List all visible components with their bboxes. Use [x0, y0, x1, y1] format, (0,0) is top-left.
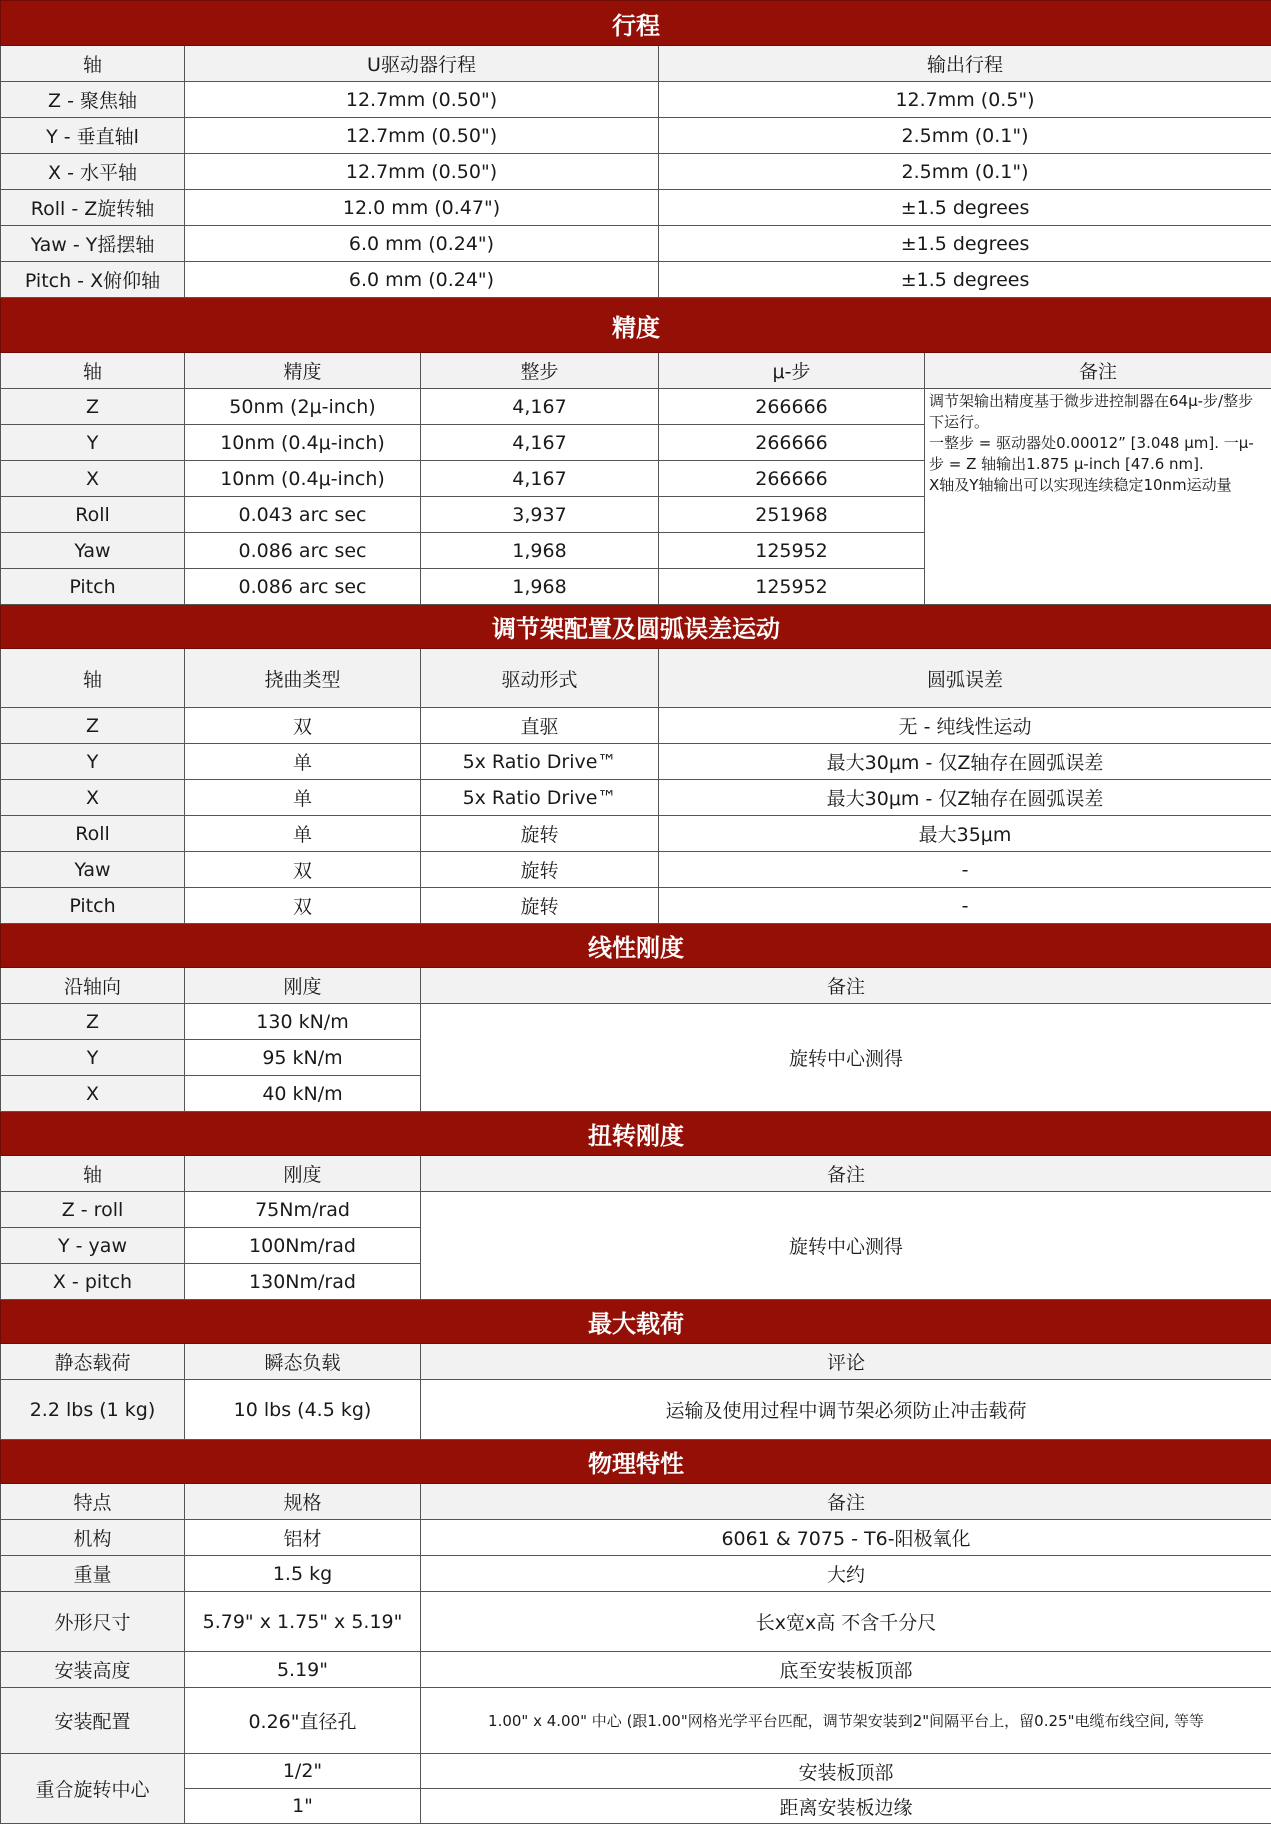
header-cell: 输出行程 — [659, 46, 1271, 82]
cell: 2.5mm (0.1") — [659, 118, 1271, 154]
cell: 单 — [185, 744, 421, 780]
cell: ±1.5 degrees — [659, 262, 1271, 298]
section-precision — [1, 298, 1271, 353]
table-row — [1, 82, 1271, 118]
row-label: Yaw - Y摇摆轴 — [1, 226, 185, 262]
header-cell: 备注 — [421, 968, 1271, 1004]
table-row — [1, 1556, 1271, 1592]
cell: - — [659, 852, 1271, 888]
precision-note: 调节架输出精度基于微步进控制器在64μ-步/整步下运行。 一整步 = 驱动器处0.00012” [3.048 μm]. 一μ-步 = Z 轴输出1.875 μ-inch [47.6 nm]. X轴及Y轴输出可以实现连续稳定10nm运动量 — [925, 389, 1271, 605]
row-label: Roll - Z旋转轴 — [1, 190, 185, 226]
section-max-load — [1, 1300, 1271, 1344]
cell: 266666 — [659, 461, 925, 497]
row-label: Roll — [1, 816, 185, 852]
cell: 130Nm/rad — [185, 1264, 421, 1300]
static-load: 2.2 lbs (1 kg) — [1, 1380, 185, 1440]
cell: 长x宽x高 不含千分尺 — [421, 1592, 1271, 1652]
row-label: Pitch — [1, 569, 185, 605]
table-header — [1, 353, 1271, 389]
cell: 单 — [185, 816, 421, 852]
table-row — [1, 118, 1271, 154]
cell: 4,167 — [421, 425, 659, 461]
cell: 95 kN/m — [185, 1040, 421, 1076]
transient-load: 10 lbs (4.5 kg) — [185, 1380, 421, 1440]
cell: 2.5mm (0.1") — [659, 154, 1271, 190]
table-header — [1, 649, 1271, 708]
cell: 1,968 — [421, 533, 659, 569]
header-cell: 静态载荷 — [1, 1344, 185, 1380]
cell: 4,167 — [421, 389, 659, 425]
table-row — [1, 226, 1271, 262]
torsion-note: 旋转中心测得 — [421, 1192, 1271, 1300]
table-row — [1, 1592, 1271, 1652]
cell: 1/2" — [185, 1754, 421, 1789]
row-label: Z - roll — [1, 1192, 185, 1228]
header-cell: U驱动器行程 — [185, 46, 659, 82]
table-header — [1, 968, 1271, 1004]
table-row — [1, 1520, 1271, 1556]
row-label: 安装高度 — [1, 1652, 185, 1688]
cell: 1,968 — [421, 569, 659, 605]
table-row — [1, 780, 1271, 816]
table-row — [1, 744, 1271, 780]
header-cell: 轴 — [1, 353, 185, 389]
cell: 5.79" x 1.75" x 5.19" — [185, 1592, 421, 1652]
row-label: Y — [1, 744, 185, 780]
section-title: 最大载荷 — [1, 1300, 1271, 1344]
cell: 100Nm/rad — [185, 1228, 421, 1264]
cell: 75Nm/rad — [185, 1192, 421, 1228]
table-header — [1, 1344, 1271, 1380]
cell: 大约 — [421, 1556, 1271, 1592]
row-label: 重量 — [1, 1556, 185, 1592]
section-linear-stiffness — [1, 924, 1271, 968]
header-cell: 特点 — [1, 1484, 185, 1520]
table-row — [1, 888, 1271, 924]
cell: 5.19" — [185, 1652, 421, 1688]
table-row — [1, 1192, 1271, 1228]
row-label: Z — [1, 389, 185, 425]
cell: 251968 — [659, 497, 925, 533]
header-cell: 驱动形式 — [421, 649, 659, 708]
cell: 最大30μm - 仅Z轴存在圆弧误差 — [659, 780, 1271, 816]
header-cell: 挠曲类型 — [185, 649, 421, 708]
table-row — [1, 262, 1271, 298]
table-row — [1, 1754, 1271, 1789]
header-cell: 刚度 — [185, 968, 421, 1004]
load-comment: 运输及使用过程中调节架必须防止冲击载荷 — [421, 1380, 1271, 1440]
table-header — [1, 46, 1271, 82]
cell: 10nm (0.4μ-inch) — [185, 425, 421, 461]
table-row — [1, 816, 1271, 852]
cell: 0.043 arc sec — [185, 497, 421, 533]
row-label: Y - yaw — [1, 1228, 185, 1264]
cell: 3,937 — [421, 497, 659, 533]
section-title: 精度 — [1, 298, 1271, 353]
cell: 单 — [185, 780, 421, 816]
header-cell: 沿轴向 — [1, 968, 185, 1004]
cell: 12.7mm (0.50") — [185, 82, 659, 118]
cell: 50nm (2μ-inch) — [185, 389, 421, 425]
table-row — [1, 1380, 1271, 1440]
row-label: X - 水平轴 — [1, 154, 185, 190]
cell: 0.26"直径孔 — [185, 1688, 421, 1754]
cell: 安装板顶部 — [421, 1754, 1271, 1789]
header-cell: 刚度 — [185, 1156, 421, 1192]
section-travel — [1, 1, 1271, 46]
row-label: 安装配置 — [1, 1688, 185, 1754]
row-label: X - pitch — [1, 1264, 185, 1300]
table-header — [1, 1484, 1271, 1520]
section-title: 线性刚度 — [1, 924, 1271, 968]
cell: 12.7mm (0.5") — [659, 82, 1271, 118]
row-label: X — [1, 1076, 185, 1112]
section-title: 扭转刚度 — [1, 1112, 1271, 1156]
cell: 旋转 — [421, 816, 659, 852]
cell: 旋转 — [421, 852, 659, 888]
cell: 0.086 arc sec — [185, 533, 421, 569]
cell: 4,167 — [421, 461, 659, 497]
cell: 12.7mm (0.50") — [185, 118, 659, 154]
row-label: Z — [1, 708, 185, 744]
table-row — [1, 154, 1271, 190]
table-header — [1, 1156, 1271, 1192]
cell: 130 kN/m — [185, 1004, 421, 1040]
cell: 双 — [185, 888, 421, 924]
section-physical — [1, 1440, 1271, 1484]
cell: 旋转 — [421, 888, 659, 924]
cell: 1.5 kg — [185, 1556, 421, 1592]
cell: 6061 & 7075 - T6-阳极氧化 — [421, 1520, 1271, 1556]
cell: 6.0 mm (0.24") — [185, 226, 659, 262]
cell: 266666 — [659, 425, 925, 461]
table-row — [1, 190, 1271, 226]
cell: 5x Ratio Drive™ — [421, 780, 659, 816]
row-label: 外形尺寸 — [1, 1592, 185, 1652]
cell: 266666 — [659, 389, 925, 425]
row-label: Y - 垂直轴l — [1, 118, 185, 154]
table-row — [1, 1004, 1271, 1040]
header-cell: 瞬态负载 — [185, 1344, 421, 1380]
header-cell: 备注 — [421, 1156, 1271, 1192]
section-torsional-stiffness — [1, 1112, 1271, 1156]
header-cell: 评论 — [421, 1344, 1271, 1380]
cell: 无 - 纯线性运动 — [659, 708, 1271, 744]
cell: 1.00" x 4.00" 中心 (跟1.00"网格光学平台匹配，调节架安装到2"间隔平台上，留0.25"电缆布线空间, 等等 — [421, 1688, 1271, 1754]
row-label: 重合旋转中心 — [1, 1754, 185, 1824]
section-title: 物理特性 — [1, 1440, 1271, 1484]
section-title: 调节架配置及圆弧误差运动 — [1, 605, 1271, 649]
cell: 双 — [185, 708, 421, 744]
cell: - — [659, 888, 1271, 924]
cell: 125952 — [659, 533, 925, 569]
row-label: Yaw — [1, 852, 185, 888]
cell: 距离安装板边缘 — [421, 1789, 1271, 1824]
header-cell: 备注 — [925, 353, 1271, 389]
row-label: Y — [1, 425, 185, 461]
table-row — [1, 1789, 1271, 1824]
header-cell: 精度 — [185, 353, 421, 389]
cell: 底至安装板顶部 — [421, 1652, 1271, 1688]
header-cell: μ-步 — [659, 353, 925, 389]
table-row — [1, 708, 1271, 744]
cell: 双 — [185, 852, 421, 888]
table-row — [1, 852, 1271, 888]
row-label: Y — [1, 1040, 185, 1076]
cell: 12.7mm (0.50") — [185, 154, 659, 190]
cell: 1" — [185, 1789, 421, 1824]
row-label: Roll — [1, 497, 185, 533]
cell: 铝材 — [185, 1520, 421, 1556]
section-config — [1, 605, 1271, 649]
linear-note: 旋转中心测得 — [421, 1004, 1271, 1112]
header-cell: 整步 — [421, 353, 659, 389]
row-label: Pitch - X俯仰轴 — [1, 262, 185, 298]
cell: 12.0 mm (0.47") — [185, 190, 659, 226]
table-row — [1, 389, 1271, 425]
header-cell: 轴 — [1, 649, 185, 708]
header-cell: 备注 — [421, 1484, 1271, 1520]
row-label: X — [1, 780, 185, 816]
cell: 40 kN/m — [185, 1076, 421, 1112]
cell: 最大30μm - 仅Z轴存在圆弧误差 — [659, 744, 1271, 780]
row-label: 机构 — [1, 1520, 185, 1556]
table-row — [1, 1652, 1271, 1688]
header-cell: 轴 — [1, 1156, 185, 1192]
row-label: Z — [1, 1004, 185, 1040]
section-title: 行程 — [1, 1, 1271, 46]
cell: 直驱 — [421, 708, 659, 744]
row-label: Yaw — [1, 533, 185, 569]
row-label: Pitch — [1, 888, 185, 924]
header-cell: 圆弧误差 — [659, 649, 1271, 708]
cell: 6.0 mm (0.24") — [185, 262, 659, 298]
cell: 最大35μm — [659, 816, 1271, 852]
cell: 5x Ratio Drive™ — [421, 744, 659, 780]
cell: ±1.5 degrees — [659, 226, 1271, 262]
cell: ±1.5 degrees — [659, 190, 1271, 226]
cell: 0.086 arc sec — [185, 569, 421, 605]
cell: 125952 — [659, 569, 925, 605]
table-row — [1, 1688, 1271, 1754]
cell: 10nm (0.4μ-inch) — [185, 461, 421, 497]
row-label: X — [1, 461, 185, 497]
header-cell: 轴 — [1, 46, 185, 82]
row-label: Z - 聚焦轴 — [1, 82, 185, 118]
header-cell: 规格 — [185, 1484, 421, 1520]
